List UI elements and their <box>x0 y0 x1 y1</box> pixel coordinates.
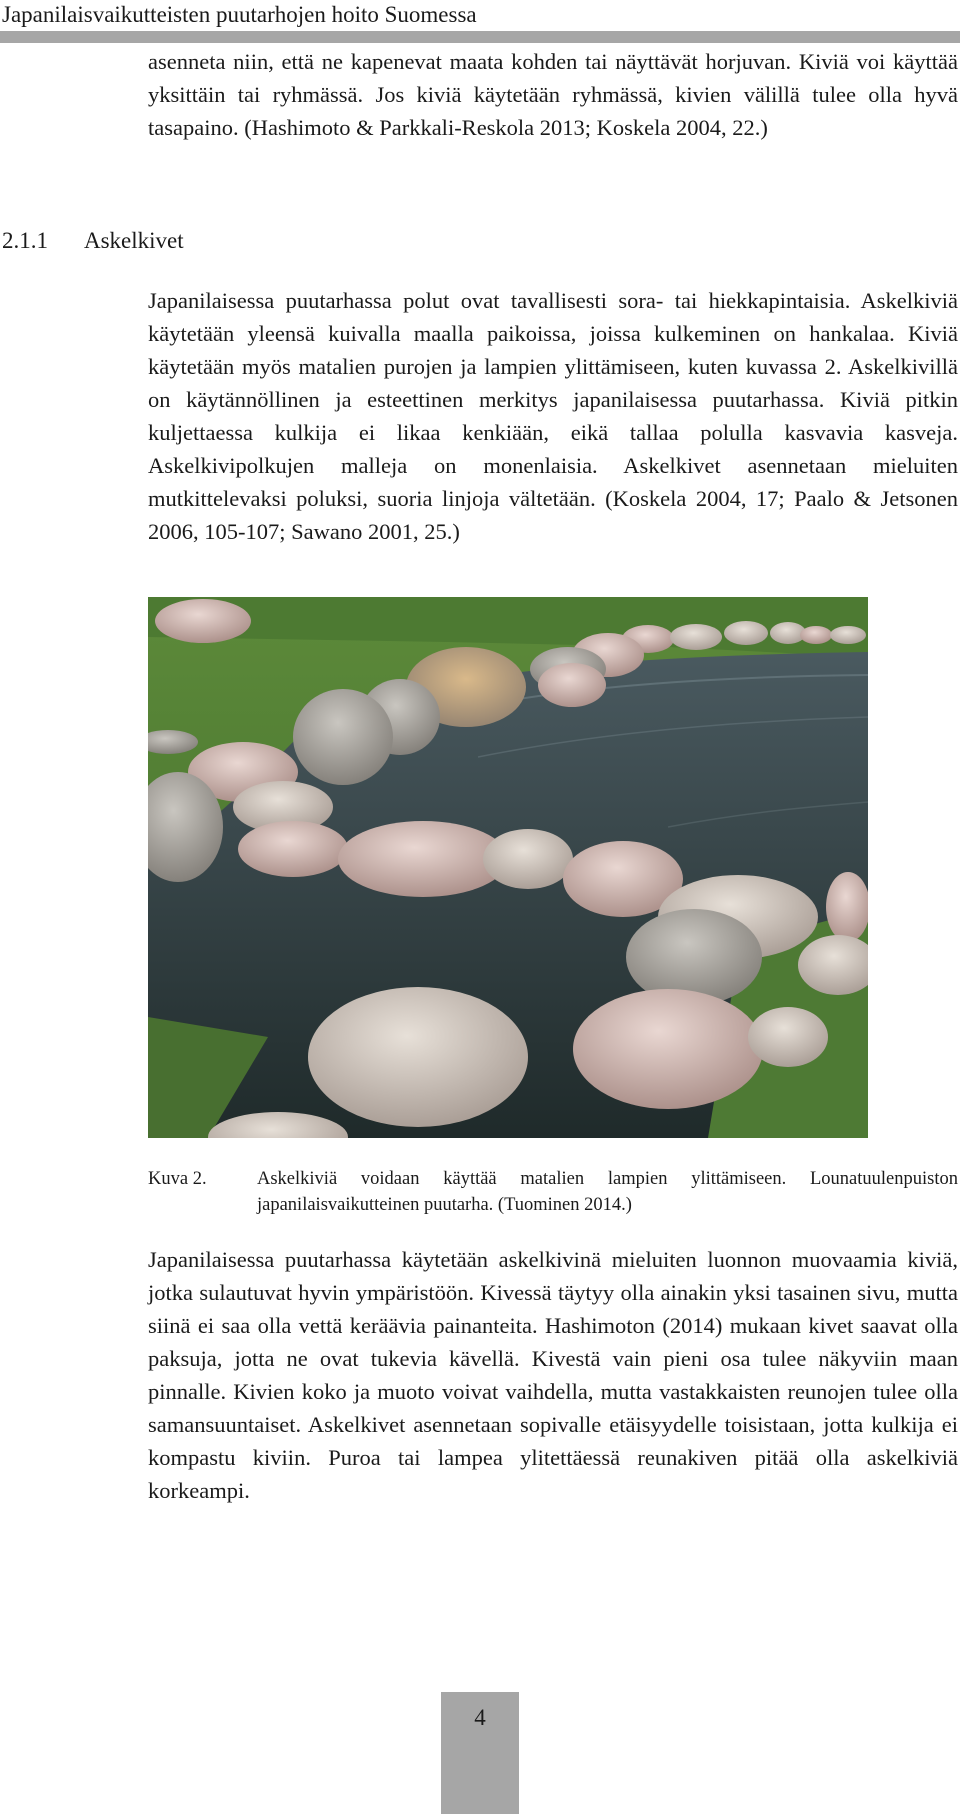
section-title: Askelkivet <box>84 228 184 253</box>
paragraph-intro: Japanilaisessa puutarhassa polut ovat tavallisesti sora- tai hiekkapintaisia. Askelkiviä käytetään yleensä kuivalla maalla paikoissa, joissa kulkeminen on hankalaa. Kiviä käytetään myös matalien purojen ja lampien ylittämiseen, kuten kuvassa 2. Askelkivillä on käytännöllinen ja esteettinen merkitys japanilaisessa puutarhassa. Kiviä pitkin kuljettaessa kulkija ei likaa kenkiään, eikä tallaa polulla kasvavia kasveja. Askelkivipolkujen malleja on monenlaisia. Askelkivet asennetaan mieluiten mutkittelevaksi poluksi, suoria linjoja vältetään. (Koskela 2004, 17; Paalo & Jetsonen 2006, 105-107; Sawano 2001, 25.) <box>148 288 958 544</box>
figure-label: Kuva 2. <box>148 1169 207 1189</box>
paragraph-continued: asenneta niin, että ne kapenevat maata kohden tai näyttävät horjuvan. Kiviä voi käyttää yksittäin tai ryhmässä. Jos kiviä käytetään ryhmässä, kivien välillä tulee olla hyvä tasapaino. (Hashimoto & Parkkali-Reskola 2013; Koskela 2004, 22.) <box>148 49 958 140</box>
header-rule <box>0 31 960 43</box>
document-title: Japanilaisvaikutteisten puutarhojen hoito Suomessa <box>2 2 477 27</box>
page-number-box <box>441 1692 519 1814</box>
running-header <box>0 0 960 44</box>
page-number: 4 <box>474 1705 486 1730</box>
paragraph-after-figure: Japanilaisessa puutarhassa käytetään askelkivinä mieluiten luonnon muovaamia kiviä, jotka sulautuvat hyvin ympäristöön. Kivessä täytyy olla ainakin yksi tasainen sivu, mutta siinä ei saa olla vettä keräävia painanteita. Hashimoton (2014) mukaan kivet saavat olla paksuja, jotta ne ovat tukevia kävellä. Kivestä vain pieni osa tulee näkyviin maan pinnalle. Kivien koko ja muoto voivat vaihdella, mutta vastakkaisten reunojen tulee olla samansuuntaiset. Askelkivet asennetaan sopivalle etäisyydelle toisistaan, jotta kulkija ei kompastu kiviin. Puroa tai lampea ylitettäessä reunakiven pitää olla askelkiviä korkeampi. <box>148 1247 958 1503</box>
stepping-stones-photo <box>148 597 868 1138</box>
section-number: 2.1.1 <box>2 228 48 253</box>
figure-photo <box>148 597 868 1138</box>
figure-caption-text: Askelkiviä voidaan käyttää matalien lampien ylittämiseen. Lounatuulenpuiston japanilaisvaikutteinen puutarha. (Tuominen 2014.) <box>257 1169 958 1215</box>
section-heading <box>2 224 184 257</box>
